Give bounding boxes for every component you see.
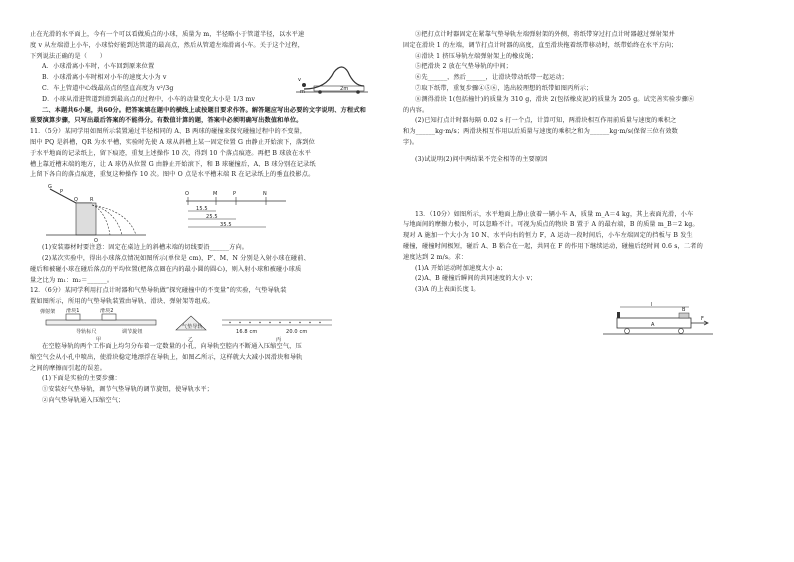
q11-part2-line: (2)某次实验中，得出小球落点情况如图所示(单位是 cm)，P′、M、N 分别是入射小球在碰前、 — [42, 254, 310, 262]
q12-step: ②向气垫导轨通入压缩空气； — [42, 396, 125, 404]
q12-part3: (3)试说明(2)问中两结果不完全相等的主要原因 — [415, 155, 548, 163]
q11-line: 图中 PQ 是斜槽，QR 为水平槽，实验时先使 A 球从斜槽上某一固定位置 G 由静止开始滚下，落到位 — [30, 138, 315, 146]
svg-text:导轨标尺: 导轨标尺 — [76, 328, 97, 335]
section-heading: 二、本题共6小题，共60分。把答案填在题中的横线上或按题目要求作答。解答题应写出必要的文字说明、方程式和重要演算步骤，只写出最后答案的不能得分。有数值计算的题，答案中必须明确写出数值和单位。 — [30, 106, 366, 125]
options-with-figure — [30, 62, 368, 105]
svg-text:2m: 2m — [340, 86, 349, 93]
svg-text:气垫导轨: 气垫导轨 — [182, 323, 203, 330]
step-line: 的内容。 — [403, 106, 429, 114]
step-line: ⑧测得滑块 1(包括撞针)的质量为 310 g，滑块 2(包括橡皮泥)的质量为 205 g。试完善实验步骤⑥ — [415, 95, 695, 103]
svg-text:O: O — [94, 238, 99, 244]
step-line: 固定在滑块 1 的左端，调节打点计时器的高度，直至滑块拖着纸带移动时，纸带始终在水平方向； — [403, 41, 678, 49]
intro-line: 下列说法正确的是（ ） — [30, 52, 107, 60]
q12-line: 12．（6分）某同学利用打点计时器和气垫导轨做“探究碰撞中的不变量”的实验，气垫导轨装 — [30, 287, 287, 295]
step-line: ⑥先______，然后______，让滑块带动纸带一起运动； — [415, 74, 568, 82]
air-track-figure — [36, 308, 336, 342]
svg-text:l: l — [651, 301, 653, 308]
q13-part: (2)A、B 碰撞后瞬间的共同速度的大小 v； — [415, 275, 537, 283]
q13-line: 速度达到 2 m/s。求： — [403, 253, 468, 261]
svg-text:20.0 cm: 20.0 cm — [286, 328, 308, 335]
svg-text:M: M — [213, 191, 218, 198]
q11-part1: (1)安装器材时要注意：固定在桌边上的斜槽末端的切线要沿______方向。 — [42, 244, 249, 252]
option-d: D．小球从滑进管道到滑到最高点的过程中，小车的动量变化大小是 1/3 mv — [42, 95, 256, 103]
q12-part2-line: 和为______kg·m/s；两滑块相互作用以后质量与速度的乘积之和为______kg·m/s(保留三位有效数 — [403, 128, 679, 136]
intro-line: 度 v 从左端滑上小车，小球恰好能到达管道的最高点，然后从管道左端滑离小车。关于这个过程， — [30, 41, 305, 49]
q12-desc-line: 缩空气会从小孔中喷出，使滑块稳定地漂浮在导轨上，如图乙所示，这样就大大减小因滑块和导轨 — [30, 353, 303, 361]
svg-text:15.5: 15.5 — [196, 206, 208, 213]
svg-text:A: A — [651, 321, 655, 328]
svg-text:F: F — [701, 315, 705, 322]
left-column — [30, 30, 368, 407]
svg-text:P: P — [233, 191, 237, 198]
q12-steps-title: (1)下面是实验的主要步骤： — [42, 375, 121, 383]
q13-part: (1)A 开始运动时加速度大小 a； — [415, 264, 507, 272]
q11-line: 上留下各自的落点痕迹，重复这种操作 10 次。图中 O 点是水平槽末端 R 在记录纸上的垂直投影点。 — [30, 171, 315, 179]
svg-text:N: N — [263, 191, 267, 198]
intro-line: 止在光滑的水平面上，今有一个可以看做质点的小球，质量为 m，半径略小于管道半径，以水平速 — [30, 31, 305, 38]
q11-part2-line: 量之比为 m₁：m₂＝______。 — [30, 276, 114, 284]
collision-figure — [46, 181, 306, 243]
svg-text:v: v — [298, 77, 302, 84]
step-line: ③把打点计时器固定在紧靠气垫导轨左端弹射架的外侧，将纸带穿过打点计时器越过弹射架并 — [415, 31, 675, 38]
svg-text:弹射架: 弹射架 — [40, 308, 56, 315]
q12-step: ①安装好气垫导轨，调节气垫导轨的调节旋钮，使导轨水平； — [42, 386, 214, 394]
svg-text:P: P — [60, 189, 64, 196]
q13-part: (3)A 的上表面长度 l。 — [415, 286, 480, 294]
svg-text:16.8 cm: 16.8 cm — [236, 328, 258, 335]
q11-line: 11．（5分）某同学用如图所示装置通过半径相同的 A、B 两球的碰撞来探究碰撞过程中的不变量， — [30, 128, 307, 136]
svg-text:35.5: 35.5 — [220, 222, 232, 229]
q12-desc-line: 之间的摩擦而引起的误差。 — [30, 364, 107, 372]
svg-text:滑块2: 滑块2 — [100, 307, 114, 314]
option-a: A．小球滑离小车时，小车回到原来位置 — [42, 63, 155, 71]
q12-line: 置如图所示，所用的气垫导轨装置由导轨、滑块、弹射架等组成。 — [30, 298, 214, 306]
cart-block-figure — [603, 300, 713, 338]
cart-pipe-figure — [296, 62, 368, 96]
svg-text:R: R — [90, 197, 94, 204]
q11-line: 于水平地面的记录纸上，留下痕迹，重复上述操作 10 次，得到 10 个落点痕迹。再把 B 球放在水平 — [30, 149, 311, 157]
svg-text:滑块1: 滑块1 — [66, 307, 80, 314]
q12-part2-line: 字)。 — [403, 138, 419, 146]
right-column — [403, 30, 739, 338]
svg-text:B: B — [682, 306, 686, 313]
step-line: ⑤把滑块 2 放在气垫导轨的中间； — [415, 63, 513, 71]
svg-text:G: G — [48, 184, 53, 191]
svg-text:丙: 丙 — [276, 336, 282, 342]
svg-text:调节旋钮: 调节旋钮 — [122, 328, 143, 335]
q13-line: 现对 A 施加一个大小为 10 N、水平向右的恒力 F，A 运动一段时间后，小车左端固定的挡板与 B 发生 — [403, 232, 693, 240]
q12-part2-line: (2)已知打点计时器每隔 0.02 s 打一个点，计算可知，两滑块相互作用前质量与速度的乘积之 — [415, 117, 677, 125]
q13-line: 与地面间的摩擦力极小，可以忽略不计。可视为质点的物块 B 置于 A 的最右端，B 的质量 m_B＝2 kg。 — [403, 221, 699, 229]
svg-text:乙: 乙 — [188, 336, 194, 342]
svg-text:甲: 甲 — [96, 336, 102, 342]
svg-text:m: m — [300, 89, 306, 96]
step-line: ④滑块 1 挤压导轨左端弹射架上的橡皮绳； — [415, 52, 538, 60]
q11-part2-line: 碰后和被碰小球在碰后落点的平均位置(把落点圈在内的最小圆的圆心)，则入射小球和被碰小球质 — [30, 265, 302, 273]
answer-space — [403, 166, 739, 210]
svg-text:O: O — [185, 191, 190, 198]
option-b: B．小球滑离小车时相对小车的速度大小为 v — [42, 74, 167, 82]
q13-line: 碰撞，碰撞时间极短，碰后 A、B 粘合在一起，共同在 F 的作用下继续运动，碰撞后经时间 0.6 s，二者的 — [403, 242, 703, 250]
q12-desc-line: 在空腔导轨的两个工作面上均匀分布着一定数量的小孔，向导轨空腔内不断通入压缩空气，压 — [42, 342, 302, 350]
q13-line: 13．（10分）如图所示，水平地面上静止放着一辆小车 A，质量 m_A＝4 kg，其上表面光滑，小车 — [415, 210, 694, 218]
q11-line: 槽上靠近槽末端的地方，让 A 球仍从位置 G 由静止开始滚下，和 B 球碰撞后，A、B 球分别在记录纸 — [30, 160, 316, 168]
option-c: C．车上管道中心线最高点的竖直高度为 v²/3g — [42, 84, 174, 92]
step-line: ⑦取下纸带，重复步骤④⑤⑥，选出较理想的纸带如图丙所示； — [415, 84, 593, 92]
svg-text:25.5: 25.5 — [206, 214, 218, 221]
svg-text:Q: Q — [74, 197, 79, 204]
